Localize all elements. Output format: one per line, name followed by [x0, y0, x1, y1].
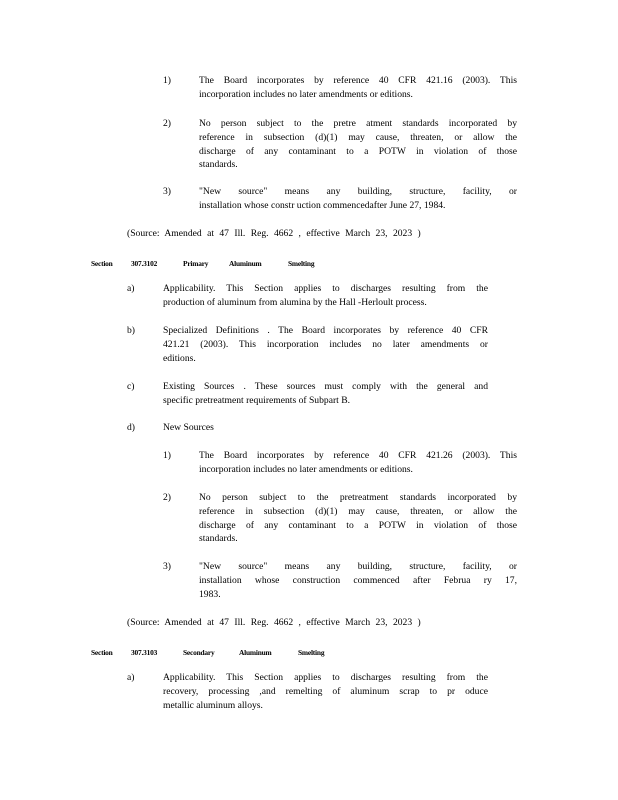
item-label: 1)	[163, 450, 171, 461]
heading-word: Section	[91, 648, 113, 657]
heading-word: Smelting	[288, 259, 315, 268]
item-text	[163, 671, 488, 712]
text-line: 421.21 (2003). This incorporation includes no later amendments or	[163, 338, 488, 350]
text-line: The Board incorporates by reference 40 CFR 421.16 (2003). This	[199, 75, 517, 86]
item-label: d)	[127, 422, 135, 433]
text-line: discharge of any contaminant to a POTW in violation of those	[199, 519, 517, 531]
item-text	[163, 324, 488, 365]
text-line: specific pretreatment requirements of Subpart B.	[163, 394, 351, 406]
heading-word: 307.3103	[131, 648, 158, 657]
text-line: 1983.	[199, 588, 221, 600]
text-line: Applicability. This Section applies to discharges resulting from the	[163, 283, 488, 294]
text-line: standards.	[199, 533, 238, 545]
text-line: installation whose constr uction commencedafter June 27, 1984.	[199, 199, 446, 211]
heading-word: Aluminum	[239, 648, 272, 657]
text-line: production of aluminum from alumina by the Hall -Herloult process.	[163, 296, 427, 308]
item-text	[199, 449, 517, 477]
text-line: No person subject to the pretreatment standards incorporated by	[199, 492, 517, 503]
text-line: metallic aluminum alloys.	[163, 699, 263, 711]
item-label: 2)	[163, 492, 171, 503]
item-text	[199, 560, 517, 601]
item-text	[163, 421, 488, 435]
text-line: No person subject to the pretre atment standards incorporated by	[199, 118, 517, 129]
item-label: b)	[127, 325, 135, 336]
text-line: Existing Sources . These sources must comply with the general and	[163, 381, 488, 392]
item-label: 1)	[163, 75, 171, 86]
heading-word: Section	[91, 259, 113, 268]
heading-word: Aluminum	[229, 259, 262, 268]
text-line: discharge of any contaminant to a POTW in violation of those	[199, 145, 517, 157]
item-text	[199, 74, 517, 102]
heading-word: Smelting	[298, 648, 325, 657]
text-line: editions.	[163, 352, 196, 364]
item-label: 2)	[163, 118, 171, 129]
item-text	[199, 491, 517, 546]
text-line: reference in subsection (d)(1) may cause, threaten, or allow the	[199, 131, 517, 143]
item-label: 3)	[163, 561, 171, 572]
item-text	[199, 185, 517, 213]
text-line: standards.	[199, 159, 238, 171]
source-note: (Source: Amended at 47 Ill. Reg. 4662 , effective March 23, 2023 )	[127, 228, 421, 239]
text-line: recovery, processing ,and remelting of aluminum scrap to pr oduce	[163, 685, 488, 697]
source-note: (Source: Amended at 47 Ill. Reg. 4662 , effective March 23, 2023 )	[127, 617, 421, 628]
text-line: New Sources	[163, 422, 214, 433]
item-label: a)	[127, 283, 135, 294]
item-text	[199, 117, 517, 172]
text-line: "New source" means any building, structure, facility, or	[199, 186, 517, 197]
heading-word: Primary	[183, 259, 209, 268]
item-label: a)	[127, 672, 135, 683]
text-line: reference in subsection (d)(1) may cause, threaten, or allow the	[199, 505, 517, 517]
item-text	[163, 380, 488, 408]
item-label: c)	[127, 381, 135, 392]
text-line: incorporation includes no later amendments or editions.	[199, 88, 413, 100]
item-label: 3)	[163, 186, 171, 197]
text-line: Applicability. This Section applies to discharges resulting from the	[163, 672, 488, 683]
text-line: Specialized Definitions . The Board incorporates by reference 40 CFR	[163, 325, 488, 336]
text-line: The Board incorporates by reference 40 CFR 421.26 (2003). This	[199, 450, 517, 461]
text-line: incorporation includes no later amendments or editions.	[199, 463, 413, 475]
heading-word: Secondary	[183, 648, 215, 657]
text-line: installation whose construction commenced after Februa ry 17,	[199, 574, 517, 586]
text-line: "New source" means any building, structure, facility, or	[199, 561, 517, 572]
item-text	[163, 282, 488, 310]
heading-word: 307.3102	[131, 259, 158, 268]
